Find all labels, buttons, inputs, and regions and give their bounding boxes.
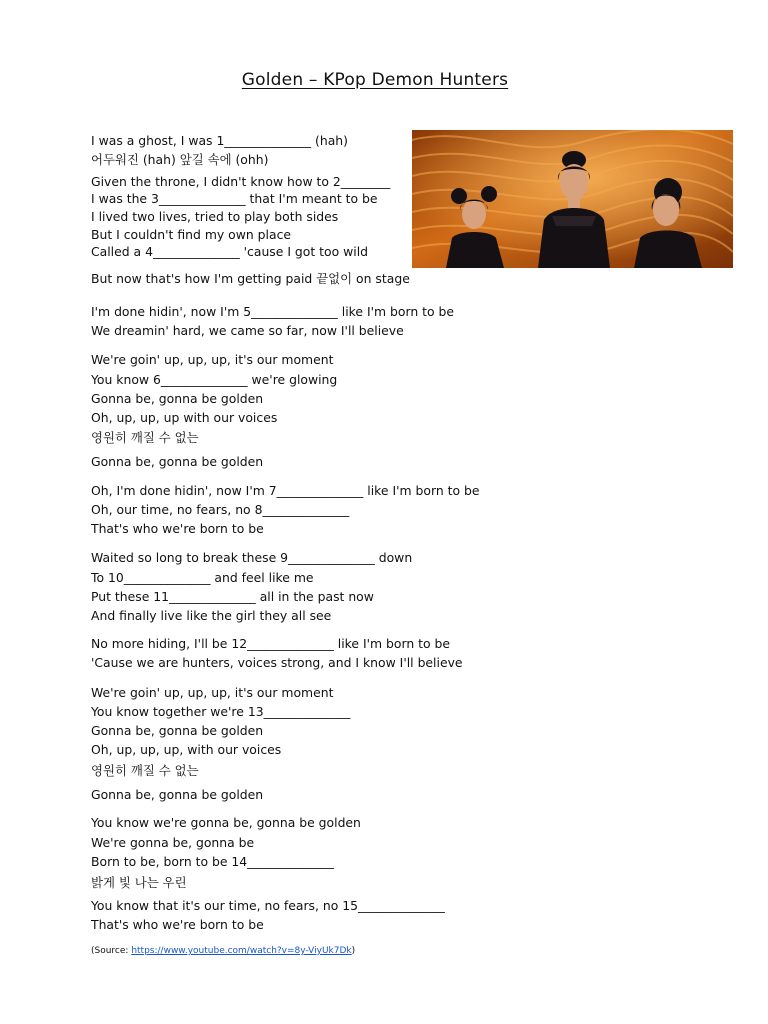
lyric-line: Oh, our time, no fears, no 8______________ xyxy=(91,502,350,517)
source-citation xyxy=(91,946,355,956)
lyric-line: And finally live like the girl they all see xyxy=(91,608,332,623)
lyric-line: I was a ghost, I was 1______________ (hah) xyxy=(91,133,348,148)
lyric-line: 영원히 깨질 수 없는 xyxy=(91,763,199,778)
lyric-line: Called a 4______________ 'cause I got too wild xyxy=(91,244,369,259)
source-link[interactable]: https://www.youtube.com/watch?v=8y-ViyUk7Dk xyxy=(131,946,352,956)
lyric-line: We're goin' up, up, up, it's our moment xyxy=(91,685,334,700)
lyric-line: But now that's how I'm getting paid 끝없이 on stage xyxy=(91,271,410,286)
lyric-line: You know 6______________ we're glowing xyxy=(91,372,338,387)
document-title: Golden – KPop Demon Hunters xyxy=(241,70,509,90)
lyric-line: But I couldn't find my own place xyxy=(91,227,291,242)
lyric-line: Given the throne, I didn't know how to 2________ xyxy=(91,174,391,189)
group-photo xyxy=(412,130,733,268)
lyric-line: You know that it's our time, no fears, no 15______________ xyxy=(91,898,445,913)
lyric-line: I lived two lives, tried to play both sides xyxy=(91,209,339,224)
lyric-line: We're gonna be, gonna be xyxy=(91,835,255,850)
lyric-line: Waited so long to break these 9______________ down xyxy=(91,550,413,565)
lyric-line: Oh, up, up, up, with our voices xyxy=(91,742,282,757)
lyric-line: No more hiding, I'll be 12______________ like I'm born to be xyxy=(91,636,451,651)
lyric-line: 영원히 깨질 수 없는 xyxy=(91,430,199,445)
lyric-line: Put these 11______________ all in the past now xyxy=(91,589,374,604)
lyric-line: Gonna be, gonna be golden xyxy=(91,723,264,738)
lyric-line: You know together we're 13______________ xyxy=(91,704,351,719)
lyric-line: I'm done hidin', now I'm 5______________ like I'm born to be xyxy=(91,304,455,319)
lyric-line: I was the 3______________ that I'm meant to be xyxy=(91,191,378,206)
lyric-line: You know we're gonna be, gonna be golden xyxy=(91,815,361,830)
lyric-line: 어두워진 (hah) 앞길 속에 (ohh) xyxy=(91,152,269,167)
lyric-line: Gonna be, gonna be golden xyxy=(91,391,264,406)
source-suffix: ) xyxy=(351,946,356,956)
source-prefix: (Source: xyxy=(91,946,132,956)
lyric-line: Oh, I'm done hidin', now I'm 7______________ like I'm born to be xyxy=(91,483,480,498)
lyric-line: Born to be, born to be 14______________ xyxy=(91,854,334,869)
lyric-line: We're goin' up, up, up, it's our moment xyxy=(91,352,334,367)
lyric-line: Gonna be, gonna be golden xyxy=(91,787,264,802)
lyric-line: 'Cause we are hunters, voices strong, and I know I'll believe xyxy=(91,655,463,670)
lyric-line: That's who we're born to be xyxy=(91,917,264,932)
lyric-line: 밝게 빛 나는 우린 xyxy=(91,875,187,890)
lyric-line: Oh, up, up, up with our voices xyxy=(91,410,278,425)
lyric-line: Gonna be, gonna be golden xyxy=(91,454,264,469)
lyric-line: To 10______________ and feel like me xyxy=(91,570,314,585)
lyric-line: That's who we're born to be xyxy=(91,521,264,536)
lyric-line: We dreamin' hard, we came so far, now I'll believe xyxy=(91,323,404,338)
